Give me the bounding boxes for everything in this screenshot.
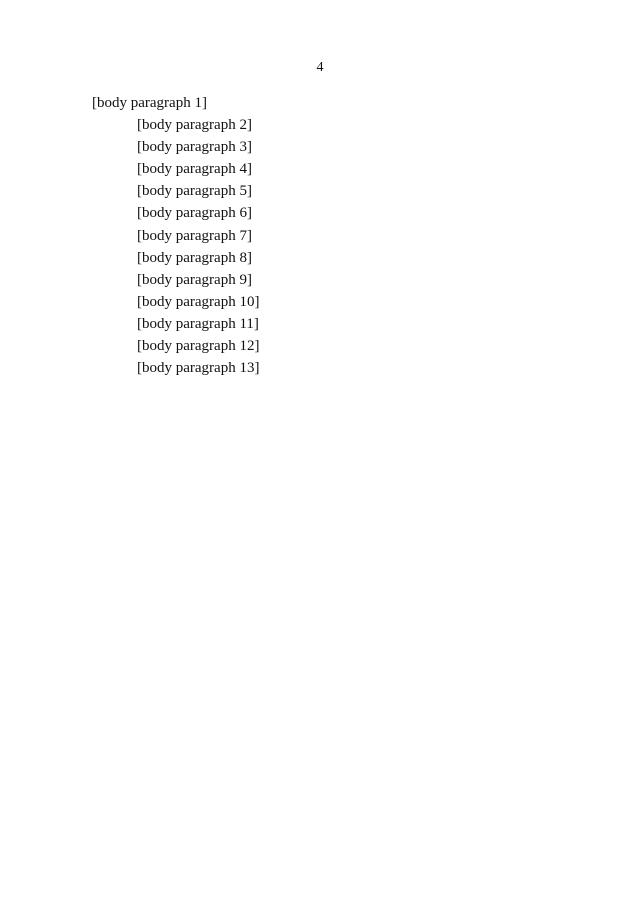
paragraph-9: [body paragraph 9]: [137, 271, 252, 288]
paragraph-2: [body paragraph 2]: [137, 117, 252, 134]
paragraph-7: [body paragraph 7]: [137, 227, 252, 244]
page-number: 4: [316, 60, 324, 75]
paragraph-5: [body paragraph 5]: [137, 183, 252, 200]
paragraph-3: [body paragraph 3]: [137, 139, 252, 156]
paragraph-10: [body paragraph 10]: [137, 293, 260, 310]
paragraph-13: [body paragraph 13]: [137, 360, 260, 377]
paragraph-12: [body paragraph 12]: [137, 338, 260, 355]
paragraph-6: [body paragraph 6]: [137, 205, 252, 222]
paragraph-11: [body paragraph 11]: [137, 315, 259, 332]
paragraph-8: [body paragraph 8]: [137, 249, 252, 266]
paragraph-1: [body paragraph 1]: [92, 95, 207, 111]
document-body: [92, 92, 580, 379]
paragraph-4: [body paragraph 4]: [137, 161, 252, 178]
